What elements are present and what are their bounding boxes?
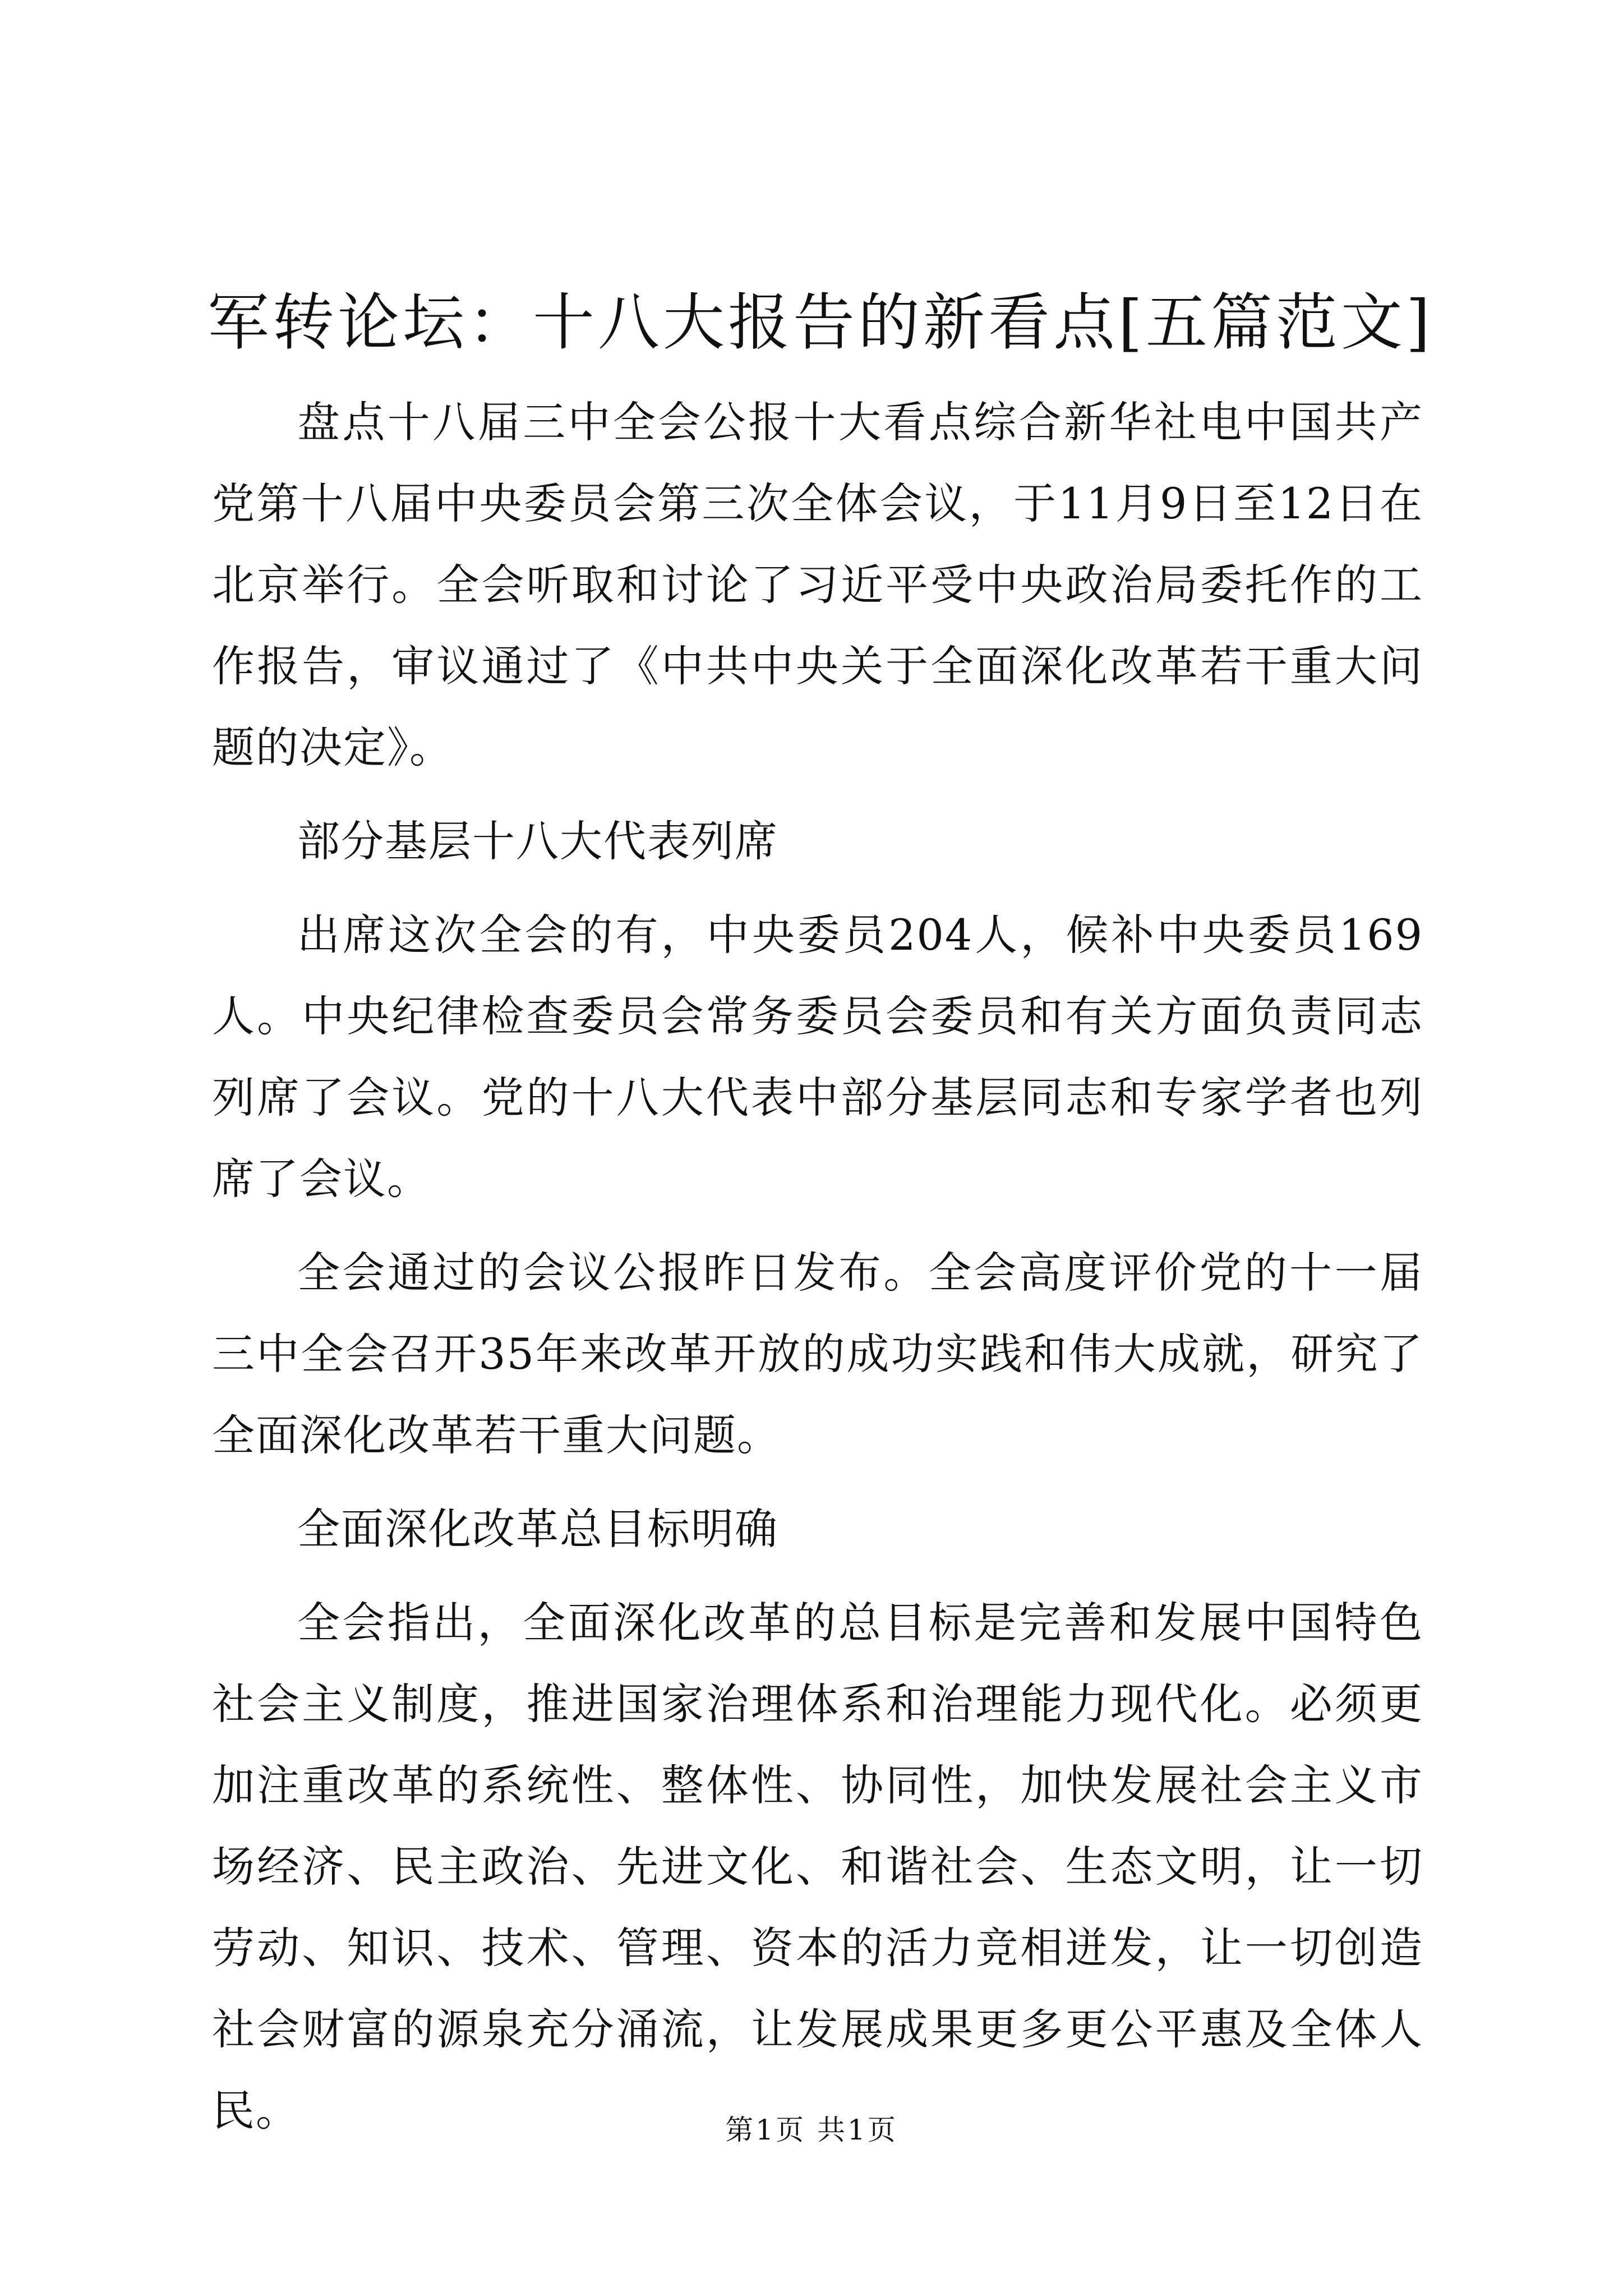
paragraph-reform-goal: 全会指出，全面深化改革的总目标是完善和发展中国特色社会主义制度，推进国家治理体系和治理能力现代化。必须更加注重改革的系统性、整体性、协同性，加快发展社会主义市场经济、民主政治、先进文化、和谐社会、生态文明，让一切劳动、知识、技术、管理、资本的活力竞相迸发，让一切创造社会财富的源泉充分涌流，让发展成果更多更公平惠及全体人民。 [212, 1598, 1423, 2136]
section-heading-delegates: 部分基层十八大代表列席 [297, 816, 778, 866]
page-number-footer: 第1页 共1页 [725, 2114, 898, 2146]
document-body [212, 381, 1423, 2151]
paragraph-intro: 盘点十八届三中全会公报十大看点综合新华社电中国共产党第十八届中央委员会第三次全体会议，于11月9日至12日在北京举行。全会听取和讨论了习近平受中央政治局委托作的工作报告，审议通过了《中共中央关于全面深化改革若干重大问题的决定》。 [212, 397, 1423, 772]
paragraph-communique: 全会通过的会议公报昨日发布。全会高度评价党的十一届三中全会召开35年来改革开放的成功实践和伟大成就，研究了全面深化改革若干重大问题。 [212, 1248, 1423, 1460]
document-title: 军转论坛：十八大报告的新看点[五篇范文] [208, 287, 1433, 358]
paragraph-attendance: 出席这次全会的有，中央委员204人，候补中央委员169人。中央纪律检查委员会常务委员会委员和有关方面负责同志列席了会议。党的十八大代表中部分基层同志和专家学者也列席了会议。 [212, 910, 1423, 1204]
section-heading-reform-goal: 全面深化改革总目标明确 [297, 1504, 778, 1554]
